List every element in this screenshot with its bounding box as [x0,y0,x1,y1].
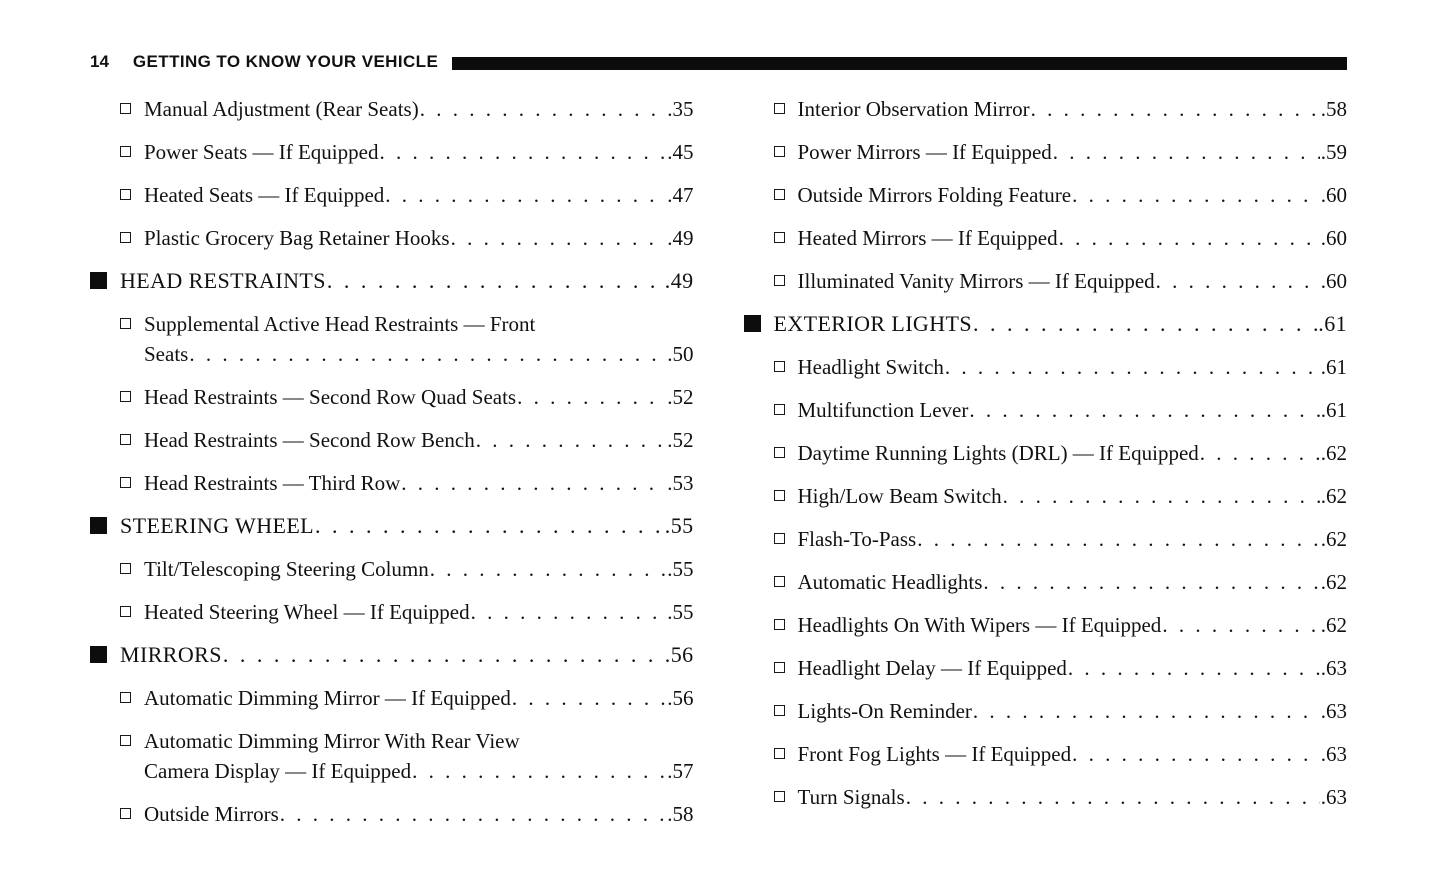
dot-leader [379,137,666,167]
hollow-square-icon [774,146,785,157]
entry-last-line [798,524,1348,554]
entry-title-line: Supplemental Active Head Restraints — Front [144,312,536,336]
toc-item-entry [90,425,694,455]
entry-page-number: . 60 [1321,266,1347,296]
entry-page-number: . 63 [1321,696,1347,726]
entry-last-line [798,223,1348,253]
entry-title: Headlights On With Wipers — If Equipped [797,613,1162,637]
entry-page-number: . 61 [1321,352,1347,382]
dot-leader [1068,653,1320,683]
toc-item-entry [90,597,694,627]
entry-body [798,610,1348,640]
toc-item-entry [90,94,694,124]
entry-last-line [120,640,694,670]
dot-leader [983,567,1319,597]
entry-body [798,395,1348,425]
entry-title: Heated Mirrors — If Equipped [797,226,1058,250]
toc-section-entry [90,511,694,541]
entry-last-line [120,511,694,541]
hollow-square-icon [120,692,131,703]
entry-page-number: . 61 [1318,309,1347,339]
entry-page-number: . 49 [667,223,693,253]
toc-item-entry [744,481,1348,511]
dot-leader [420,94,667,124]
entry-body [144,382,694,412]
entry-last-line [798,137,1348,167]
entry-page-number: . 55 [665,511,694,541]
dot-leader [969,395,1319,425]
entry-page-number: . 63 [1321,653,1347,683]
toc-item-entry [90,554,694,584]
filled-square-icon [90,646,107,663]
entry-page-number: . 62 [1321,481,1347,511]
entry-title: Front Fog Lights — If Equipped [797,742,1072,766]
toc-item-entry [744,180,1348,210]
toc-item-entry [90,309,694,369]
entry-last-line [798,481,1348,511]
entry-body [798,223,1348,253]
entry-title: Multifunction Lever [797,398,969,422]
entry-title: Head Restraints — Second Row Bench [144,428,475,452]
entry-body [144,554,694,584]
entry-title: Heated Steering Wheel — If Equipped [144,600,470,624]
entry-last-line [798,653,1348,683]
dot-leader [1072,180,1320,210]
entry-last-line [120,266,694,296]
entry-page-number: . 58 [667,799,693,829]
entry-last-line [798,739,1348,769]
dot-leader [1053,137,1320,167]
hollow-square-icon [120,606,131,617]
toc-item-entry [90,180,694,210]
hollow-square-icon [774,705,785,716]
dot-leader [280,799,667,829]
toc-column-left [90,94,694,842]
entry-page-number: . 56 [665,640,694,670]
hollow-square-icon [120,563,131,574]
entry-body [144,597,694,627]
entry-title: Tilt/Telescoping Steering Column [144,557,429,581]
hollow-square-icon [120,318,131,329]
entry-title: Lights-On Reminder [797,699,972,723]
entry-title: Outside Mirrors Folding Feature [797,183,1072,207]
toc-item-entry [90,223,694,253]
entry-body [798,481,1348,511]
entry-title: Head Restraints — Third Row [144,471,401,495]
toc-item-entry [744,352,1348,382]
entry-last-line [798,266,1348,296]
entry-page-number: . 56 [667,683,693,713]
entry-body [144,94,694,124]
dot-leader [973,309,1317,339]
entry-title-line: Automatic Dimming Mirror With Rear View [144,729,520,753]
filled-square-icon [744,315,761,332]
hollow-square-icon [774,404,785,415]
entry-title: High/Low Beam Switch [797,484,1002,508]
dot-leader [315,511,664,541]
entry-page-number: . 62 [1321,438,1347,468]
entry-body [144,309,694,369]
hollow-square-icon [774,576,785,587]
entry-body [120,640,694,670]
dot-leader [451,223,667,253]
table-of-contents [90,94,1347,842]
entry-last-line [144,94,694,124]
toc-item-entry [744,782,1348,812]
toc-item-entry [744,610,1348,640]
entry-last-line [144,683,694,713]
entry-body [144,683,694,713]
toc-column-right [744,94,1348,842]
entry-title: Outside Mirrors [144,802,279,826]
entry-title: Flash-To-Pass [797,527,917,551]
entry-body [798,739,1348,769]
hollow-square-icon [120,434,131,445]
dot-leader [517,382,666,412]
dot-leader [471,597,667,627]
toc-item-entry [90,683,694,713]
entry-last-line [798,94,1348,124]
hollow-square-icon [774,490,785,501]
entry-last-line [144,799,694,829]
dot-leader [476,425,667,455]
toc-item-entry [90,468,694,498]
dot-leader [189,339,666,369]
entry-last-line [144,597,694,627]
entry-page-number: . 62 [1321,610,1347,640]
entry-title: Illuminated Vanity Mirrors — If Equipped [797,269,1155,293]
entry-body [144,726,694,786]
page-title: GETTING TO KNOW YOUR VEHICLE [132,52,439,71]
entry-title: Seats [144,342,189,366]
page-number: 14 [90,52,109,71]
page-header [90,52,1347,72]
dot-leader [412,756,666,786]
entry-page-number: . 57 [667,756,693,786]
entry-page-number: . 60 [1321,223,1347,253]
dot-leader [1072,739,1320,769]
entry-body [144,137,694,167]
entry-body [798,438,1348,468]
entry-title: Head Restraints — Second Row Quad Seats [144,385,517,409]
entry-title: MIRRORS [120,642,222,667]
entry-body [798,266,1348,296]
toc-item-entry [90,137,694,167]
dot-leader [327,266,664,296]
dot-leader [430,554,666,584]
entry-body [798,137,1348,167]
entry-last-line [144,425,694,455]
entry-last-line [144,382,694,412]
entry-page-number: . 58 [1321,94,1347,124]
dot-leader [1200,438,1320,468]
entry-page-number: . 63 [1321,739,1347,769]
hollow-square-icon [120,103,131,114]
entry-title: Camera Display — If Equipped [144,759,412,783]
toc-section-entry [744,309,1348,339]
entry-last-line [798,610,1348,640]
entry-page-number: . 35 [667,94,693,124]
entry-title: Automatic Dimming Mirror — If Equipped [144,686,511,710]
entry-last-line [798,438,1348,468]
entry-page-number: . 52 [667,425,693,455]
filled-square-icon [90,272,107,289]
entry-page-number: . 55 [667,554,693,584]
dot-leader [1003,481,1320,511]
toc-section-entry [90,640,694,670]
entry-page-number: . 61 [1321,395,1347,425]
hollow-square-icon [120,808,131,819]
entry-title: Automatic Headlights [797,570,983,594]
toc-item-entry [90,382,694,412]
entry-body [798,352,1348,382]
dot-leader [1059,223,1320,253]
filled-square-icon [90,517,107,534]
toc-item-entry [90,799,694,829]
hollow-square-icon [774,103,785,114]
entry-page-number: . 62 [1321,524,1347,554]
entry-body [144,180,694,210]
dot-leader [945,352,1320,382]
hollow-square-icon [120,146,131,157]
entry-last-line [144,756,694,786]
hollow-square-icon [774,533,785,544]
toc-item-entry [744,567,1348,597]
entry-last-line [798,782,1348,812]
dot-leader [512,683,666,713]
dot-leader [401,468,666,498]
entry-title: Headlight Switch [797,355,944,379]
toc-item-entry [744,266,1348,296]
entry-page-number: . 63 [1321,782,1347,812]
toc-item-entry [744,94,1348,124]
entry-page-number: . 45 [667,137,693,167]
hollow-square-icon [774,662,785,673]
entry-page-number: . 60 [1321,180,1347,210]
toc-section-entry [90,266,694,296]
entry-body [120,511,694,541]
hollow-square-icon [774,791,785,802]
dot-leader [385,180,666,210]
toc-item-entry [744,438,1348,468]
dot-leader [1156,266,1320,296]
toc-item-entry [744,653,1348,683]
entry-title: Daytime Running Lights (DRL) — If Equipped [797,441,1199,465]
hollow-square-icon [120,232,131,243]
hollow-square-icon [774,232,785,243]
entry-title: EXTERIOR LIGHTS [773,311,972,336]
entry-last-line [144,468,694,498]
entry-page-number: . 59 [1321,137,1347,167]
entry-title: Turn Signals [797,785,905,809]
entry-title: HEAD RESTRAINTS [120,268,326,293]
entry-title: Headlight Delay — If Equipped [797,656,1067,680]
entry-title: STEERING WHEEL [120,513,314,538]
entry-last-line [774,309,1348,339]
entry-body [798,94,1348,124]
entry-last-line [798,180,1348,210]
dot-leader [906,782,1320,812]
hollow-square-icon [774,619,785,630]
hollow-square-icon [120,391,131,402]
entry-body [798,653,1348,683]
entry-body [144,223,694,253]
dot-leader [223,640,664,670]
toc-item-entry [744,524,1348,554]
dot-leader [1031,94,1320,124]
entry-body [774,309,1348,339]
entry-body [798,524,1348,554]
toc-item-entry [744,223,1348,253]
entry-title: Interior Observation Mirror [797,97,1030,121]
entry-page-number: . 49 [665,266,694,296]
hollow-square-icon [774,275,785,286]
hollow-square-icon [120,189,131,200]
toc-item-entry [744,395,1348,425]
dot-leader [973,696,1320,726]
hollow-square-icon [774,447,785,458]
entry-title: Manual Adjustment (Rear Seats) [144,97,419,121]
header-rule-bar [452,57,1347,70]
hollow-square-icon [774,361,785,372]
entry-page-number: . 52 [667,382,693,412]
entry-last-line [798,567,1348,597]
entry-body [798,782,1348,812]
entry-body [120,266,694,296]
entry-title: Heated Seats — If Equipped [144,183,385,207]
entry-page-number: . 50 [667,339,693,369]
entry-last-line [144,223,694,253]
dot-leader [1162,610,1319,640]
entry-body [144,468,694,498]
hollow-square-icon [774,189,785,200]
hollow-square-icon [120,735,131,746]
entry-body [798,696,1348,726]
entry-body [144,425,694,455]
dot-leader [917,524,1320,554]
hollow-square-icon [774,748,785,759]
entry-last-line [798,352,1348,382]
entry-title: Power Seats — If Equipped [144,140,379,164]
toc-item-entry [744,137,1348,167]
entry-last-line [798,395,1348,425]
toc-item-entry [90,726,694,786]
entry-last-line [798,696,1348,726]
entry-title: Power Mirrors — If Equipped [797,140,1052,164]
entry-last-line [144,339,694,369]
entry-body [144,799,694,829]
entry-title: Plastic Grocery Bag Retainer Hooks [144,226,450,250]
entry-last-line [144,554,694,584]
entry-page-number: . 62 [1321,567,1347,597]
toc-item-entry [744,739,1348,769]
hollow-square-icon [120,477,131,488]
entry-page-number: . 47 [667,180,693,210]
entry-last-line [144,180,694,210]
entry-page-number: . 53 [667,468,693,498]
entry-body [798,567,1348,597]
entry-body [798,180,1348,210]
toc-item-entry [744,696,1348,726]
entry-page-number: . 55 [667,597,693,627]
entry-last-line [144,137,694,167]
